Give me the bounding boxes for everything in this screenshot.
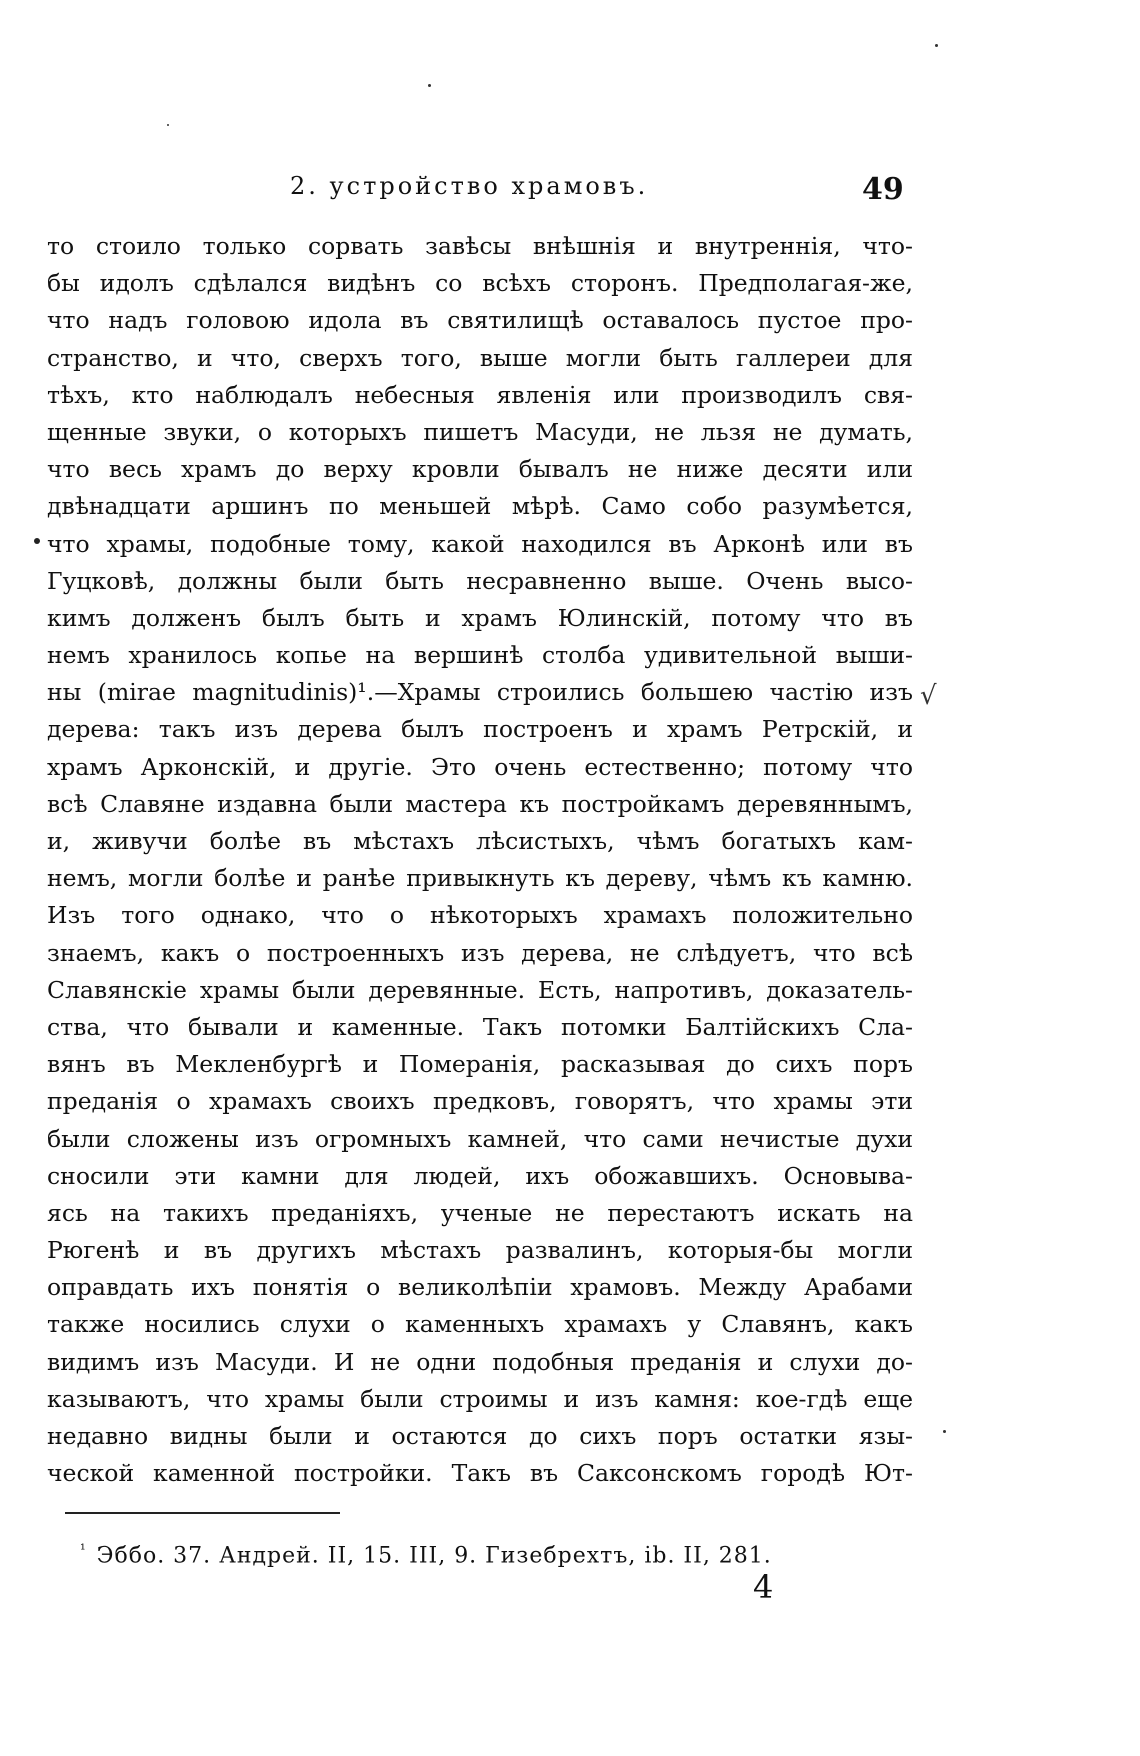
text-line: ческой каменной постройки. Такъ въ Саксонскомъ городѣ Ют- — [47, 1459, 913, 1488]
text-line: что надъ головою идола въ святилищѣ оставалось пустое про- — [47, 306, 913, 335]
scan-speck — [935, 44, 938, 47]
text-line: Гуцковѣ, должны были быть несравненно выше. Очень высо- — [47, 566, 913, 595]
footnote — [80, 1542, 772, 1568]
margin-checkmark: √ — [920, 681, 937, 711]
text-line: немъ, могли болѣе и ранѣе привыкнуть къ дереву, чѣмъ къ камню. — [47, 864, 913, 893]
text-line: храмъ Арконскій, и другіе. Это очень естественно; потому что — [47, 752, 913, 781]
text-line: сносили эти камни для людей, ихъ обожавшихъ. Основыва- — [47, 1161, 913, 1190]
text-line: Славянскіе храмы были деревянные. Есть, напротивъ, доказатель- — [47, 975, 913, 1004]
footnote-divider — [65, 1512, 340, 1514]
text-line: щенные звуки, о которыхъ пишетъ Масуди, не льзя не думать, — [47, 417, 913, 446]
text-line: двѣнадцати аршинъ по меньшей мѣрѣ. Само собо разумѣется, — [47, 492, 913, 521]
page-number: 49 — [862, 172, 904, 207]
text-line: были сложены изъ огромныхъ камней, что сами нечистые духи — [47, 1124, 913, 1153]
text-line: видимъ изъ Масуди. И не одни подобныя преданія и слухи до- — [47, 1347, 913, 1376]
text-line: ны (mirae magnitudinis)¹.—Храмы строились большею частію изъ — [47, 678, 913, 707]
text-line: преданія о храмахъ своихъ предковъ, говорятъ, что храмы эти — [47, 1087, 913, 1116]
text-line: что весь храмъ до верху кровли бывалъ не ниже десяти или — [47, 455, 913, 484]
signature-mark: 4 — [753, 1568, 774, 1606]
text-line: тѣхъ, кто наблюдалъ небесныя явленія или производилъ свя- — [47, 380, 913, 409]
text-line: то стоило только сорвать завѣсы внѣшнія и внутреннія, что- — [47, 232, 913, 260]
text-line: всѣ Славяне издавна были мастера къ постройкамъ деревяннымъ, — [47, 789, 913, 818]
footnote-text: Эббо. 37. Андрей. II, 15. III, 9. Гизебрехтъ, ib. II, 281. — [96, 1543, 772, 1569]
scan-speck — [943, 1430, 946, 1433]
text-line: немъ хранилось копье на вершинѣ столба удивительной выши- — [47, 641, 913, 670]
text-line: и, живучи болѣе въ мѣстахъ лѣсистыхъ, чѣмъ богатыхъ кам- — [47, 827, 913, 855]
text-line: Изъ того однако, что о нѣкоторыхъ храмахъ положительно — [47, 901, 913, 930]
scan-speck — [167, 124, 169, 126]
text-line: вянъ въ Мекленбургѣ и Померанія, расказывая до сихъ поръ — [47, 1050, 913, 1079]
text-line: также носились слухи о каменныхъ храмахъ у Славянъ, какъ — [47, 1310, 913, 1339]
text-line: казываютъ, что храмы были строимы и изъ камня: кое-гдѣ еще — [47, 1384, 913, 1413]
margin-dot — [34, 538, 40, 544]
text-line: дерева: такъ изъ дерева былъ построенъ и храмъ Ретрскій, и — [47, 715, 913, 744]
running-header: 2. устройство храмовъ. — [290, 172, 649, 200]
text-line: кимъ долженъ былъ быть и храмъ Юлинскій, потому что въ — [47, 603, 913, 632]
text-line: бы идолъ сдѣлался видѣнъ со всѣхъ сторонъ. Предполагая-же, — [47, 269, 913, 298]
text-line: знаемъ, какъ о построенныхъ изъ дерева, не слѣдуетъ, что всѣ — [47, 938, 913, 967]
body-text — [47, 228, 913, 1492]
footnote-marker: ¹ — [80, 1542, 87, 1558]
text-line: оправдать ихъ понятія о великолѣпіи храмовъ. Между Арабами — [47, 1273, 913, 1302]
text-line: что храмы, подобные тому, какой находился въ Арконѣ или въ — [47, 529, 913, 558]
text-line: ясь на такихъ преданіяхъ, ученые не перестаютъ искать на — [47, 1198, 913, 1227]
scan-speck — [428, 84, 431, 87]
text-line: странство, и что, сверхъ того, выше могли быть галлереи для — [47, 343, 913, 372]
text-line: недавно видны были и остаются до сихъ поръ остатки язы- — [47, 1422, 913, 1450]
text-line: ства, что бывали и каменные. Такъ потомки Балтійскихъ Сла- — [47, 1012, 913, 1041]
text-line: Рюгенѣ и въ другихъ мѣстахъ развалинъ, которыя-бы могли — [47, 1236, 913, 1265]
